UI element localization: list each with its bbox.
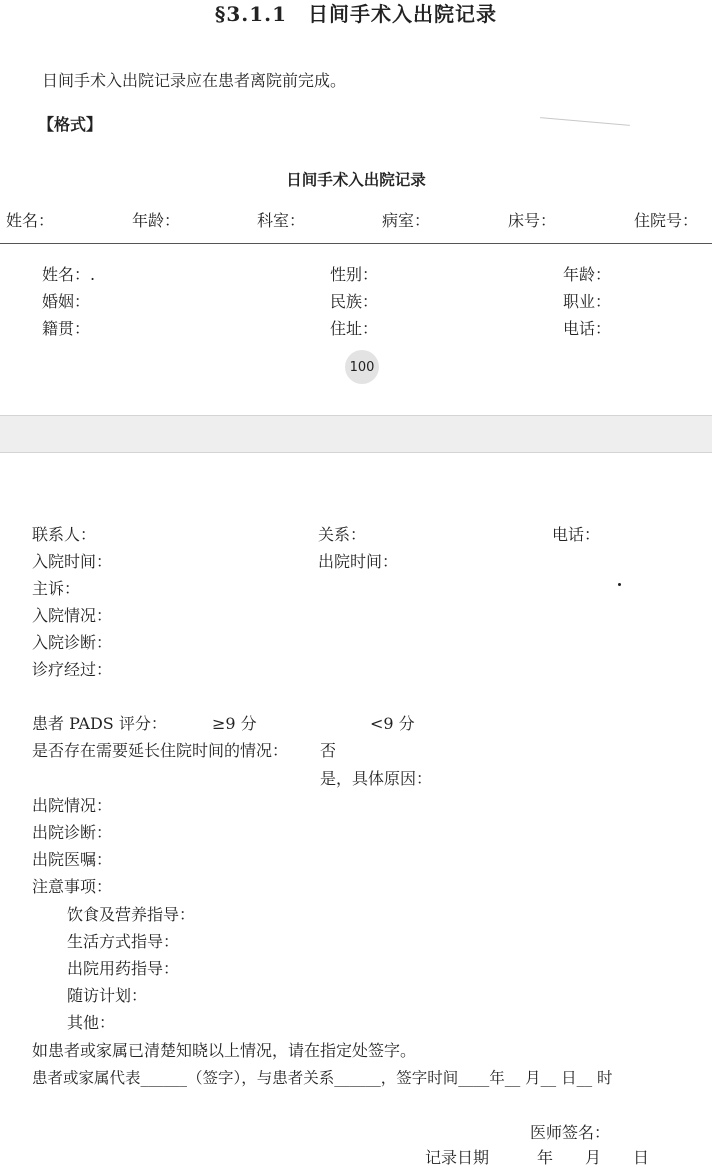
record-date: 记录日期 年 月 日 — [425, 1148, 650, 1167]
note-item-lifestyle: 生活方式指导： — [67, 932, 180, 951]
consent-text: 如患者或家属已清楚知晓以上情况，请在指定处签字。 — [32, 1041, 417, 1060]
note-item-medication: 出院用药指导： — [67, 959, 180, 978]
scan-artifact — [540, 117, 630, 126]
header-field-admission-no: 住院号： — [634, 211, 699, 230]
header-field-ward: 病室： — [382, 211, 431, 230]
field-contact: 联系人： — [32, 525, 97, 544]
field-admit-time: 入院时间： — [32, 552, 113, 571]
extend-stay-yes: 是，具体原因： — [320, 769, 433, 788]
page-number-badge: 100 — [345, 350, 379, 384]
format-label: 【格式】 — [38, 115, 103, 134]
section-title: §3.1.1 日间手术入出院记录 — [214, 2, 498, 26]
field-name: 姓名：. — [42, 265, 96, 284]
field-discharge-condition: 出院情况： — [32, 796, 113, 815]
header-field-department: 科室： — [257, 211, 306, 230]
header-field-bed: 床号： — [508, 211, 557, 230]
scan-speck — [618, 583, 621, 586]
extend-stay-question: 是否存在需要延长住院时间的情况： — [32, 741, 289, 760]
field-admit-diagnosis: 入院诊断： — [32, 633, 113, 652]
field-discharge-time: 出院时间： — [318, 552, 399, 571]
pads-option-high: ≥9 分 — [212, 714, 257, 733]
field-treatment: 诊疗经过： — [32, 660, 113, 679]
signature-line: 患者或家属代表______（签字），与患者关系______，签字时间____年__ 月__ 日__ 时 — [32, 1069, 613, 1087]
extend-stay-no: 否 — [320, 741, 337, 760]
note-item-followup: 随访计划： — [67, 986, 148, 1005]
intro-text: 日间手术入出院记录应在患者离院前完成。 — [42, 71, 347, 90]
pads-score-label: 患者 PADS 评分： — [32, 714, 167, 733]
field-contact-phone: 电话： — [552, 525, 601, 544]
field-native-place: 籍贯： — [42, 319, 91, 338]
field-age: 年龄： — [563, 265, 612, 284]
field-relation: 关系： — [318, 525, 367, 544]
field-complaint: 主诉： — [32, 579, 81, 598]
field-phone: 电话： — [563, 319, 612, 338]
field-discharge-diagnosis: 出院诊断： — [32, 823, 113, 842]
field-occupation: 职业： — [563, 292, 612, 311]
page-separator — [0, 415, 712, 453]
field-ethnicity: 民族： — [330, 292, 379, 311]
header-divider — [0, 243, 712, 244]
header-field-age: 年龄： — [132, 211, 181, 230]
header-field-name: 姓名： — [6, 211, 55, 230]
field-address: 住址： — [330, 319, 379, 338]
note-item-other: 其他： — [67, 1013, 116, 1032]
field-admit-condition: 入院情况： — [32, 606, 113, 625]
field-gender: 性别： — [330, 265, 379, 284]
note-item-diet: 饮食及营养指导： — [67, 905, 196, 924]
field-discharge-orders: 出院医嘱： — [32, 850, 113, 869]
form-title: 日间手术入出院记录 — [286, 171, 426, 189]
pads-option-low: <9 分 — [370, 714, 415, 733]
field-marital: 婚姻： — [42, 292, 91, 311]
doctor-signature: 医师签名： — [530, 1123, 611, 1142]
field-notes: 注意事项： — [32, 877, 113, 896]
